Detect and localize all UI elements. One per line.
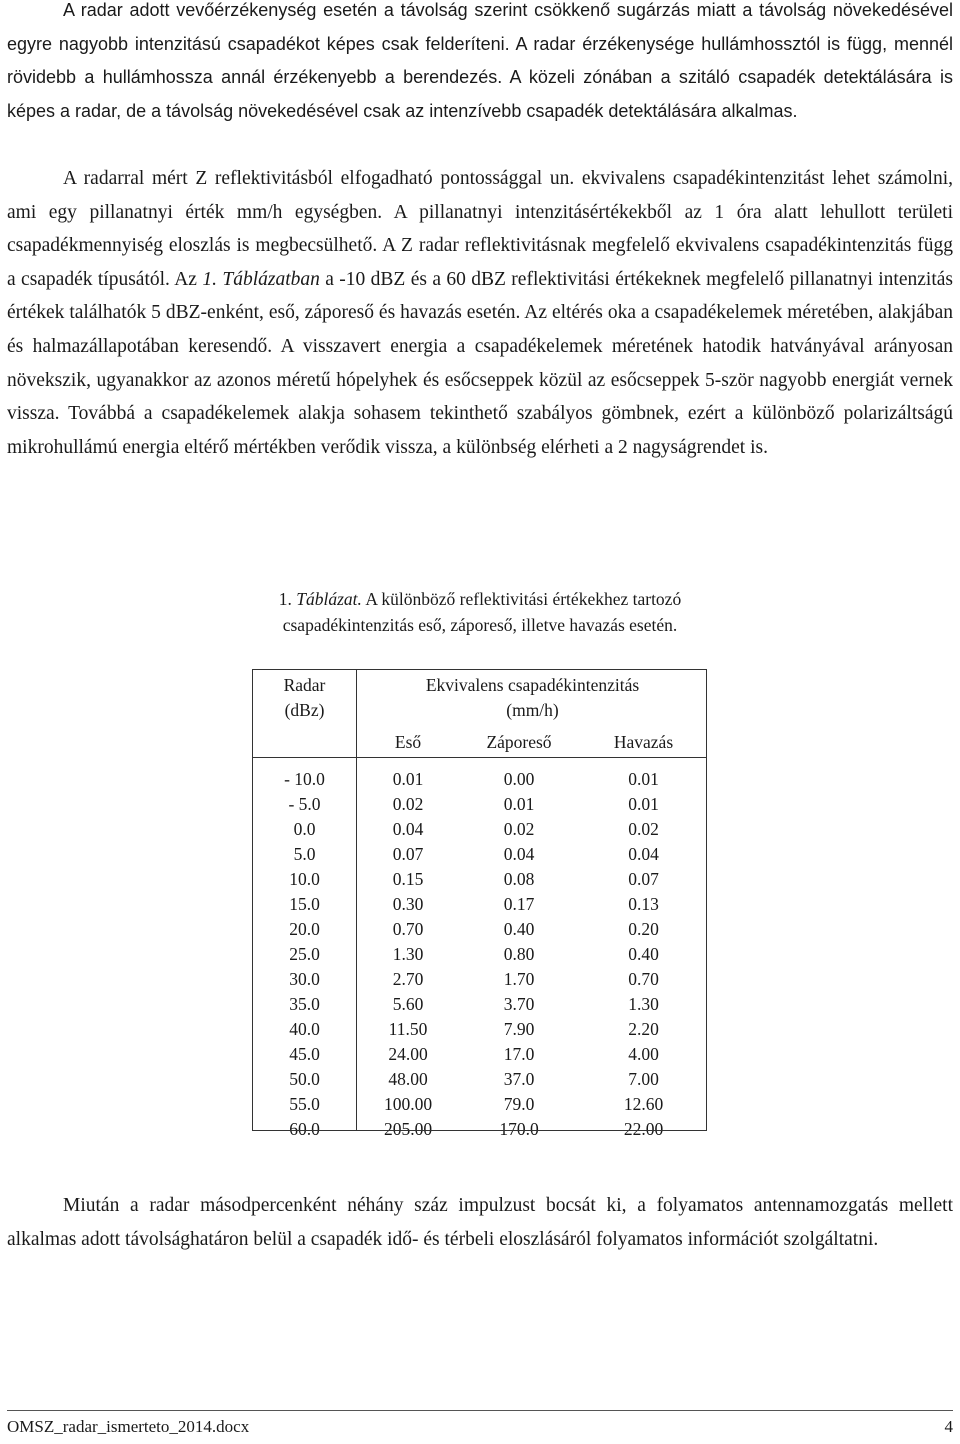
cell-rain: 11.50 <box>388 1019 428 1039</box>
cell-radar-dbz: 60.0 <box>289 1119 320 1139</box>
paragraph-sensitivity: A radar adott vevőérzékenység esetén a távolság szerint csökkenő sugárzás miatt a távolság növekedésével egyre nagyobb intenzitású csapadékot képes csak felderíteni. A radar érzékenysége hullámhossztól is függ, mennél rövidebb a hullámhossza annál érzékenyebb a berendezés. A közeli zónában a szitáló csapadék detektálására is képes a radar, de a távolság növekedésével csak az intenzívebb csapadék detektálására alkalmas. <box>7 0 953 121</box>
header-radar: Radar (dBz) <box>283 675 326 720</box>
cell-shower: 0.17 <box>503 894 535 914</box>
cell-rain: 0.02 <box>392 794 424 814</box>
table-reference: 1. Táblázatban <box>202 268 320 290</box>
cell-snow: 0.01 <box>628 769 659 789</box>
footer-filename: OMSZ_radar_ismerteto_2014.docx <box>7 1417 250 1436</box>
cell-shower: 0.02 <box>503 819 535 839</box>
cell-radar-dbz: 55.0 <box>289 1094 320 1114</box>
cell-snow: 0.04 <box>628 844 659 864</box>
cell-shower: 3.70 <box>503 994 535 1014</box>
cell-snow: 0.70 <box>628 969 659 989</box>
cell-snow: 0.07 <box>628 869 659 889</box>
table-row <box>252 967 708 992</box>
cell-radar-dbz: 40.0 <box>289 1019 320 1039</box>
cell-rain: 205.00 <box>383 1119 433 1139</box>
paragraph-scanning: Miután a radar másodpercenként néhány száz impulzust bocsát ki, a folyamatos antennamozgatás mellett alkalmas adott távolsághatáron belül a csapadék idő- és térbeli eloszlásáról folyamatos információt szolgáltatni. <box>7 1195 953 1250</box>
cell-radar-dbz: 5.0 <box>293 844 316 864</box>
cell-rain: 1.30 <box>392 944 424 964</box>
header-intensity: Ekvivalens csapadékintenzitás (mm/h) <box>425 675 640 720</box>
cell-radar-dbz: 50.0 <box>289 1069 320 1089</box>
cell-rain: 48.00 <box>388 1069 428 1089</box>
cell-snow: 7.00 <box>628 1069 659 1089</box>
cell-radar-dbz: 15.0 <box>289 894 320 914</box>
cell-radar-dbz: 20.0 <box>289 919 320 939</box>
cell-radar-dbz: 25.0 <box>289 944 320 964</box>
cell-rain: 0.70 <box>392 919 424 939</box>
header-shower: Záporeső <box>486 732 552 752</box>
table-row <box>252 1067 708 1092</box>
cell-shower: 0.08 <box>503 869 535 889</box>
cell-snow: 2.20 <box>628 1019 659 1039</box>
table-header-rule <box>252 757 707 758</box>
cell-snow: 0.13 <box>628 894 659 914</box>
cell-radar-dbz: - 5.0 <box>288 794 321 814</box>
header-rain: Eső <box>394 732 422 752</box>
cell-shower: 79.0 <box>503 1094 535 1114</box>
footer-page-number: 4 <box>944 1417 953 1436</box>
cell-radar-dbz: 30.0 <box>289 969 320 989</box>
cell-shower: 17.0 <box>503 1044 535 1064</box>
cell-shower: 170.0 <box>499 1119 539 1139</box>
table-row <box>252 1042 708 1067</box>
cell-snow: 0.20 <box>628 919 659 939</box>
table-row <box>252 842 708 867</box>
cell-snow: 12.60 <box>623 1094 664 1114</box>
cell-radar-dbz: 45.0 <box>289 1044 320 1064</box>
cell-radar-dbz: 0.0 <box>293 819 316 839</box>
table-row <box>252 1017 708 1042</box>
paragraph-reflectivity: A radarral mért Z reflektivitásból elfogadható pontossággal un. ekvivalens csapadékintenzitást lehet számolni, ami egy pillanatnyi érték mm/h egységben. A pillanatnyi intenzitásértékekből az 1 óra alatt lehullott területi csapadékmennyiség eloszlás is megbecsülhető. A Z radar reflektivitásnak megfelelő ekvivalens csapadékintenzitás függ a csapadék típusától. Az 1. Táblázatban a -10 dBZ és a 60 dBZ reflektivitási értékeknek megfelelő pillanatnyi intenzitás értékek találhatók 5 dBZ-enként, eső, záporeső és havazás esetén. Az eltérés oka a csapadékelemek méretében, alakjában és halmazállapotában keresendő. A visszavert energia a csapadékelemek méretének hatodik hatványával arányosan növekszik, ugyanakkor az azonos méretű hópelyhek és esőcseppek közül az esőcseppek 5-ször nagyobb energiát vernek vissza. Továbbá a csapadékelemek alakja sohasem tekinthető szabályos gömbnek, ezért a különböző polarizáltságú mikrohullámú energia eltérő mértékben verődik vissza, a különbség elérheti a 2 nagyságrendet is. <box>7 168 953 458</box>
cell-rain: 0.04 <box>392 819 424 839</box>
cell-radar-dbz: 10.0 <box>289 869 320 889</box>
cell-rain: 0.01 <box>392 769 424 789</box>
cell-snow: 4.00 <box>628 1044 659 1064</box>
table-row <box>252 1117 708 1142</box>
cell-shower: 0.04 <box>503 844 535 864</box>
cell-rain: 24.00 <box>388 1044 428 1064</box>
cell-snow: 22.00 <box>623 1119 664 1139</box>
table-caption: 1. Táblázat. A különböző reflektivitási értékekhez tartozó csapadékintenzitás eső, záporeső, illetve havazás esetén. <box>278 589 682 635</box>
header-snow: Havazás <box>613 732 674 752</box>
table-row <box>252 867 708 892</box>
cell-snow: 0.40 <box>628 944 659 964</box>
cell-radar-dbz: - 10.0 <box>284 769 325 789</box>
cell-shower: 0.80 <box>503 944 535 964</box>
table-row <box>252 792 708 817</box>
cell-rain: 5.60 <box>392 994 424 1014</box>
cell-snow: 0.01 <box>628 794 659 814</box>
footer-divider <box>7 1410 953 1411</box>
cell-rain: 100.00 <box>383 1094 433 1114</box>
table-row <box>252 892 708 917</box>
table-row <box>252 759 708 792</box>
table-divider <box>356 669 357 1131</box>
reflectivity-table <box>252 669 708 1142</box>
cell-rain: 2.70 <box>392 969 424 989</box>
cell-snow: 0.02 <box>628 819 659 839</box>
table-row <box>252 942 708 967</box>
cell-shower: 0.40 <box>503 919 535 939</box>
cell-shower: 0.01 <box>503 794 535 814</box>
cell-shower: 1.70 <box>503 969 535 989</box>
cell-shower: 7.90 <box>503 1019 535 1039</box>
cell-shower: 0.00 <box>503 769 535 789</box>
cell-radar-dbz: 35.0 <box>289 994 320 1014</box>
cell-rain: 0.15 <box>392 869 424 889</box>
table-row <box>252 917 708 942</box>
cell-snow: 1.30 <box>628 994 659 1014</box>
cell-rain: 0.07 <box>392 844 424 864</box>
cell-shower: 37.0 <box>503 1069 535 1089</box>
table-row <box>252 817 708 842</box>
table-row <box>252 1092 708 1117</box>
table-body <box>252 759 708 1142</box>
cell-rain: 0.30 <box>392 894 424 914</box>
table-row <box>252 992 708 1017</box>
